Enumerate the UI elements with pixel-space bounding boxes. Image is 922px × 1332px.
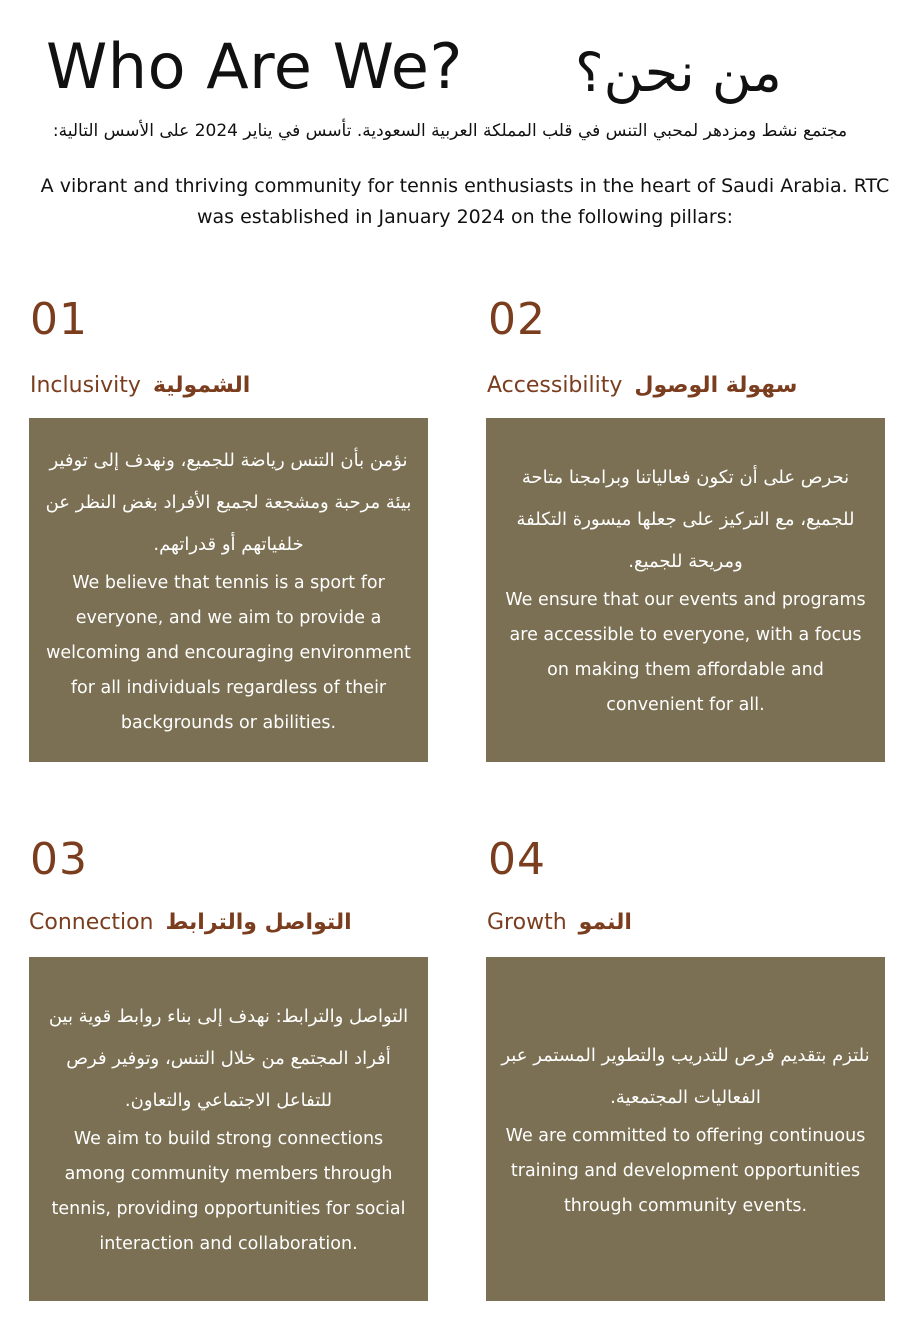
pillar-card <box>486 418 885 762</box>
pillar-heading <box>487 371 797 401</box>
pillar-title-en: Growth <box>487 910 567 935</box>
pillar-card <box>29 957 428 1301</box>
pillar-heading <box>487 908 632 938</box>
pillar-title-ar: التواصل والترابط <box>165 910 352 935</box>
page-title-ar: من نحن؟ <box>575 41 782 104</box>
pillar-body-en: We believe that tennis is a sport for everyone, and we aim to provide a welcoming and encouraging environment for all individuals regardless of their backgrounds or abilities. <box>46 572 411 733</box>
pillar-body-en: We are committed to offering continuous training and development opportunities through community events. <box>505 1125 866 1216</box>
pillar-body-ar: نحرص على أن تكون فعالياتنا وبرامجنا متاحة للجميع، مع التركيز على جعلها ميسورة التكلفة ومريحة للجميع. <box>516 467 855 572</box>
pillar-body-ar: نؤمن بأن التنس رياضة للجميع، ونهدف إلى توفير بيئة مرحبة ومشجعة لجميع الأفراد بغض النظر عن خلفياتهم أو قدراتهم. <box>45 449 412 555</box>
pillar-title-ar: سهولة الوصول <box>634 373 798 398</box>
pillar-card <box>486 957 885 1301</box>
pillar-body-en: We ensure that our events and programs are accessible to everyone, with a focus on making them affordable and convenient for all. <box>505 590 866 715</box>
pillar-title-ar: النمو <box>578 910 632 935</box>
pillar-number: 01 <box>30 294 88 345</box>
intro-text-ar: مجتمع نشط ومزدهر لمحبي التنس في قلب المملكة العربية السعودية. تأسس في يناير 2024 على الأسس التالية: <box>52 121 848 141</box>
pillar-number: 04 <box>488 834 546 885</box>
pillar-title-en: Accessibility <box>487 373 623 398</box>
pillar-heading <box>29 908 352 938</box>
pillar-body-ar: التواصل والترابط: نهدف إلى بناء روابط قوية بين أفراد المجتمع من خلال التنس، وتوفير فرص للتفاعل الاجتماعي والتعاون. <box>48 1006 409 1111</box>
pillar-body-ar: نلتزم بتقديم فرص للتدريب والتطوير المستمر عبر الفعاليات المجتمعية. <box>501 1044 870 1108</box>
pillar-title-en: Inclusivity <box>30 373 141 398</box>
pillar-card <box>29 418 428 762</box>
pillar-body-en: We aim to build strong connections among community members through tennis, providing opportunities for social interaction and collaboration. <box>51 1129 406 1254</box>
pillar-number: 03 <box>30 834 88 885</box>
page-title-en: Who Are We? <box>46 30 463 103</box>
pillar-title-ar: الشمولية <box>152 373 251 398</box>
pillar-heading <box>30 371 250 401</box>
pillar-number: 02 <box>488 294 546 345</box>
intro-text-en: A vibrant and thriving community for tennis enthusiasts in the heart of Saudi Arabia. RTC was established in January 2024 on the following pillars: <box>40 175 890 228</box>
pillar-title-en: Connection <box>29 910 154 935</box>
